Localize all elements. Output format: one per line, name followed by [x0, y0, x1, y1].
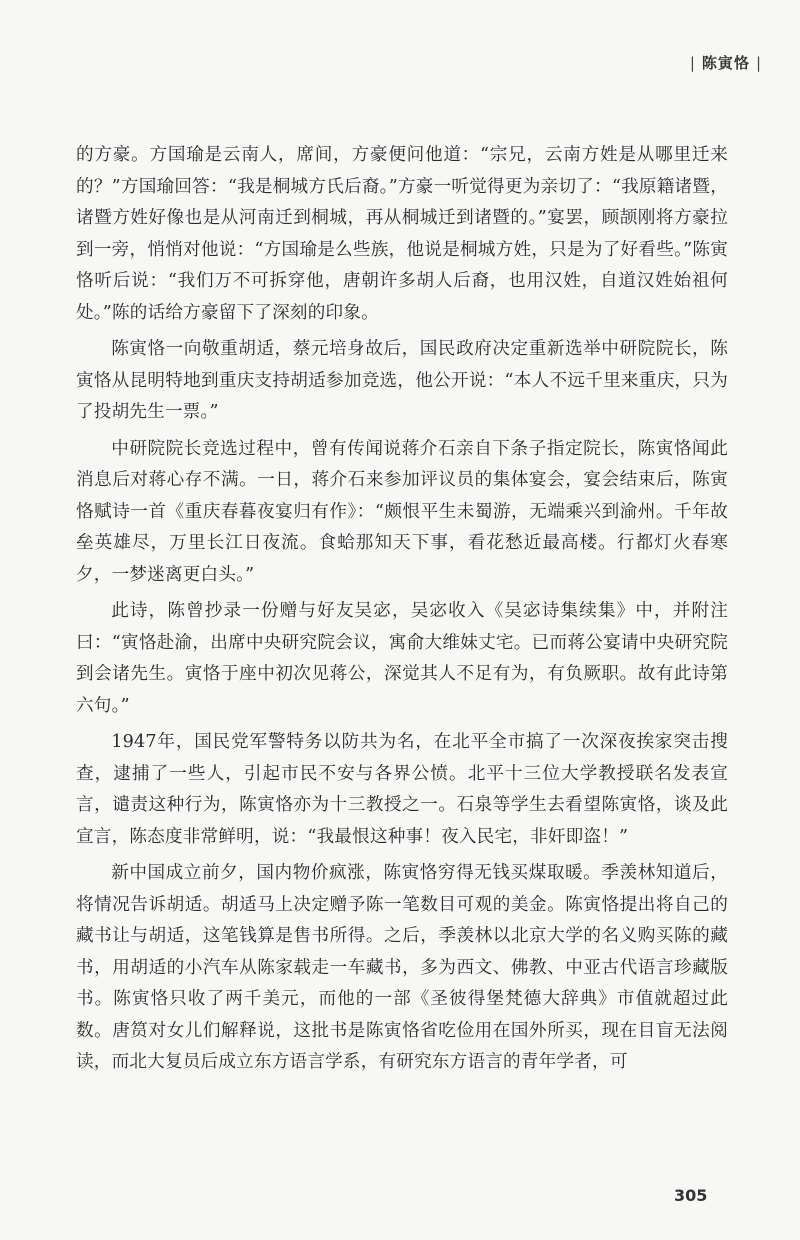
page-number: 305	[674, 1186, 708, 1205]
paragraph: 新中国成立前夕，国内物价疯涨，陈寅恪穷得无钱买煤取暖。季羡林知道后，将情况告诉胡适。胡适马上决定赠予陈一笔数目可观的美金。陈寅恪提出将自己的藏书让与胡适，这笔钱算是售书所得。之后，季羡林以北京大学的名义购买陈的藏书，用胡适的小汽车从陈家载走一车藏书，多为西文、佛教、中亚古代语言珍藏版书。陈寅恪只收了两千美元，而他的一部《圣彼得堡梵德大辞典》市值就超过此数。唐筼对女儿们解释说，这批书是陈寅恪省吃俭用在国外所买，现在目盲无法阅读，而北大复员后成立东方语言学系，有研究东方语言的青年学者，可	[76, 863, 728, 1072]
paragraph: 此诗，陈曾抄录一份赠与好友吴宓，吴宓收入《吴宓诗集续集》中，并附注曰：“寅恪赴渝，出席中央研究院会议，寓俞大维妹丈宅。已而蒋公宴请中央研究院到会诸先生。寅恪于座中初次见蒋公，深觉其人不足有为，有负厥职。故有此诗第六句。”	[76, 601, 728, 716]
header-title: 陈寅恪	[701, 54, 750, 72]
paragraph: 陈寅恪一向敬重胡适，蔡元培身故后，国民政府决定重新选举中研院院长，陈寅恪从昆明特地到重庆支持胡适参加竞选，他公开说：“本人不远千里来重庆，只为了投胡先生一票。”	[76, 339, 728, 422]
paragraph: 1947年，国民党军警特务以防共为名，在北平全市搞了一次深夜挨家突击搜查，逮捕了一些人，引起市民不安与各界公愤。北平十三位大学教授联名发表宣言，谴责这种行为，陈寅恪亦为十三教授之一。石泉等学生去看望陈寅恪，谈及此宣言，陈态度非常鲜明，说：“我最恨这种事！夜入民宅，非奸即盗！”	[76, 732, 728, 847]
body-text	[76, 140, 728, 1079]
header-separator-right: |	[755, 54, 762, 72]
running-header	[684, 52, 768, 73]
header-separator-left: |	[689, 54, 696, 72]
paragraph: 中研院院长竞选过程中，曾有传闻说蒋介石亲自下条子指定院长，陈寅恪闻此消息后对蒋心存不满。一日，蒋介石来参加评议员的集体宴会，宴会结束后，陈寅恪赋诗一首《重庆春暮夜宴归有作》：“颇恨平生未蜀游，无端乘兴到渝州。千年故垒英雄尽，万里长江日夜流。食蛤那知天下事，看花愁近最高楼。行都灯火春寒夕，一梦迷离更白头。”	[76, 438, 728, 585]
paragraph-continued: 的方豪。方国瑜是云南人，席间，方豪便问他道：“宗兄，云南方姓是从哪里迁来的？”方国瑜回答：“我是桐城方氏后裔。”方豪一听觉得更为亲切了：“我原籍诸暨，诸暨方姓好像也是从河南迁到桐城，再从桐城迁到诸暨的。”宴罢，顾颉刚将方豪拉到一旁，悄悄对他说：“方国瑜是么些族，他说是桐城方姓，只是为了好看些。”陈寅恪听后说：“我们万不可拆穿他，唐朝许多胡人后裔，也用汉姓，自道汉姓始祖何处。”陈的话给方豪留下了深刻的印象。	[76, 145, 728, 323]
